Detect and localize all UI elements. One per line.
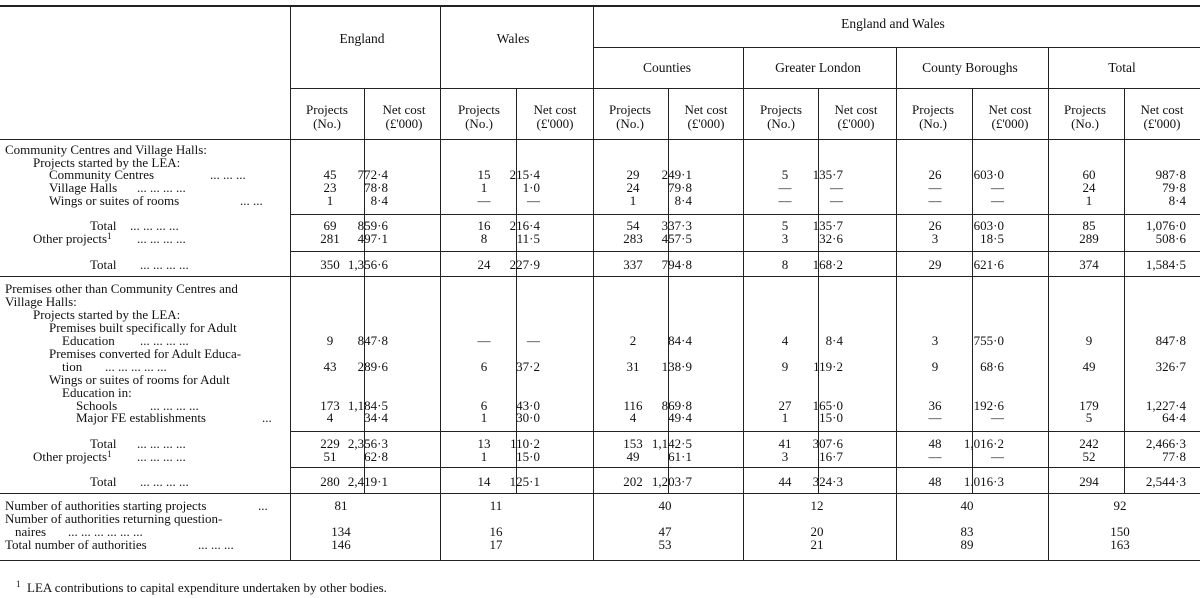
authorities-total-value: 163 [1110,537,1130,552]
grand-total-row-label: Total [90,474,117,489]
row-net-cost: 289·6 [357,359,388,374]
authorities-starting-value: 11 [489,498,503,513]
grand-total-row-projects: 294 [1079,474,1099,489]
col-header-net-cost-unit: (£'000) [991,116,1029,131]
row-leader-dots: ... ... [240,193,263,208]
row-projects: 49 [1082,359,1096,374]
row-net-cost: 1,227·4 [1145,398,1186,413]
rule-line [0,560,1200,561]
section-title: Community Centres and Village Halls: [5,142,207,157]
row-net-cost: 215·4 [509,167,540,182]
row-net-cost: 64·4 [1162,410,1186,425]
authorities-starting-value: 40 [658,498,672,513]
subsection-title: Projects started by the LEA: [33,155,181,170]
row-net-cost: 8·4 [674,193,692,208]
authorities-starting-value: 92 [1113,498,1127,513]
col-header-net-cost: Net cost [382,102,426,117]
row-projects: 24 [626,180,640,195]
row-projects: — [778,180,792,195]
section-title: Premises other than Community Centres and [5,281,238,296]
grand-total-row-projects: 202 [623,474,643,489]
authorities-returning-value: 47 [658,524,672,539]
row-leader-dots: ... ... ... ... ... [105,359,167,374]
grand-total-row-projects: 48 [928,474,942,489]
grand-total-row-projects: 337 [623,257,643,272]
footnote: LEA contributions to capital expenditure undertaken by other bodies. [27,580,387,595]
header-group: Total [1108,60,1136,75]
column-divider [593,5,594,560]
row-net-cost: 8·4 [1168,193,1186,208]
row-net-cost: 987·8 [1155,167,1186,182]
row-projects: 2 [629,333,637,348]
row-projects: 3 [931,333,939,348]
row-net-cost: 37·2 [516,359,540,374]
authorities-returning-label: Number of authorities returning question- [5,511,223,526]
row-projects: 1 [480,410,488,425]
col-header-net-cost: Net cost [834,102,878,117]
authorities-starting-value: 40 [960,498,974,513]
grand-total-row-net-cost: 227·9 [509,257,540,272]
header-wales: Wales [496,31,530,46]
rule-line [0,5,1200,7]
row-projects: 36 [928,398,942,413]
row-net-cost: 79·8 [668,180,692,195]
column-divider [743,47,744,560]
other-projects-row-projects: 1 [480,449,488,464]
other-projects-row-projects: 3 [931,231,939,246]
row-net-cost: 603·0 [973,167,1004,182]
row-label: Major FE establishments [76,410,206,425]
col-header-projects-unit: (No.) [919,116,947,131]
row-net-cost: 326·7 [1155,359,1186,374]
grand-total-row-net-cost: 1.016·3 [963,474,1004,489]
row-projects: 4 [326,410,334,425]
row-projects: — [477,193,491,208]
row-leader-dots: ... ... ... ... [140,333,189,348]
col-header-net-cost: Net cost [988,102,1032,117]
total-row-projects: 16 [477,218,491,233]
column-divider [364,88,365,493]
row-label: Education in: [62,385,132,400]
total-row-projects: 54 [626,218,640,233]
total-row-projects: 69 [323,218,337,233]
row-label: tion [62,359,83,374]
column-divider [896,47,897,560]
row-net-cost: 78·8 [364,180,388,195]
total-row-net-cost: 1,076·0 [1145,218,1186,233]
row-leader-dots: ... ... ... ... [150,398,199,413]
total-row-net-cost: 307·6 [812,436,843,451]
row-projects: 1 [326,193,334,208]
row-net-cost: 68·6 [980,359,1004,374]
row-net-cost: — [527,193,540,208]
footnote-marker: 1 [107,449,112,459]
row-projects: 4 [629,410,637,425]
authorities-returning-value: 20 [810,524,824,539]
row-projects: 6 [480,359,488,374]
col-header-projects-unit: (No.) [616,116,644,131]
grand-total-row-projects: 280 [320,474,340,489]
row-net-cost: 49·4 [668,410,692,425]
row-projects: 116 [623,398,643,413]
row-projects: 6 [480,398,488,413]
row-label: Wings or suites of rooms for Adult [49,372,230,387]
other-projects-row-label: Other projects$^1$ [33,231,112,246]
column-divider [668,88,669,493]
grand-total-row-net-cost: 2,419·1 [347,474,388,489]
grand-total-row-net-cost: 2,544·3 [1145,474,1186,489]
grand-total-row-leader-dots: ... ... ... ... [140,257,189,272]
other-projects-row-net-cost: 15·0 [516,449,540,464]
col-header-projects: Projects [306,102,348,117]
row-net-cost: 192·6 [973,398,1004,413]
total-row-net-cost: 603·0 [973,218,1004,233]
row-projects: 24 [1082,180,1096,195]
row-projects: 15 [477,167,491,182]
row-projects: 9 [1085,333,1093,348]
row-projects: 27 [778,398,792,413]
rule-line [290,214,1200,215]
row-net-cost: 869·8 [661,398,692,413]
row-projects: — [477,333,491,348]
row-projects: — [928,410,942,425]
row-projects: 9 [931,359,939,374]
row-net-cost: — [830,180,843,195]
row-net-cost: — [527,333,540,348]
authorities-returning-row-leader-dots: ... ... ... ... ... ... [68,524,143,539]
other-projects-row-net-cost: 497·1 [357,231,388,246]
other-projects-row-projects: 281 [320,231,340,246]
row-projects: 5 [1085,410,1093,425]
rule-line [290,467,1200,468]
col-header-net-cost-unit: (£'000) [536,116,574,131]
authorities-total-value: 89 [960,537,974,552]
col-header-net-cost-unit: (£'000) [837,116,875,131]
row-projects: 179 [1079,398,1099,413]
row-projects: — [928,180,942,195]
row-label: Education [62,333,115,348]
column-divider [1048,47,1049,560]
total-row-net-cost: 2,356·3 [347,436,388,451]
authorities-total-row-label: Total number of authorities [5,537,147,552]
other-projects-row-net-cost: 16·7 [819,449,843,464]
total-row-label: Total [90,436,117,451]
section-title-cont: Village Halls: [5,294,77,309]
authorities-starting-row-label: Number of authorities starting projects [5,498,207,513]
other-projects-row-net-cost: 11·5 [516,231,540,246]
total-row-net-cost: 2,466·3 [1145,436,1186,451]
row-net-cost: 772·4 [357,167,388,182]
authorities-returning-value: 83 [960,524,974,539]
authorities-starting-value: 12 [810,498,824,513]
row-projects: 9 [781,359,789,374]
rule-line [290,251,1200,252]
row-net-cost: 138·9 [661,359,692,374]
column-divider [972,88,973,493]
other-projects-row-projects: 51 [323,449,337,464]
col-header-projects-unit: (No.) [313,116,341,131]
row-net-cost: 847·8 [1155,333,1186,348]
total-row-net-cost: 216·4 [509,218,540,233]
row-net-cost: 79·8 [1162,180,1186,195]
total-row-leader-dots: ... ... ... ... [137,436,186,451]
row-net-cost: 755·0 [973,333,1004,348]
row-net-cost: 119·2 [813,359,843,374]
row-leader-dots: ... [262,410,272,425]
header-group: Counties [642,60,692,75]
other-projects-row-net-cost: 18·5 [980,231,1004,246]
other-projects-row-projects: 283 [623,231,643,246]
row-net-cost: 30·0 [516,410,540,425]
total-row-projects: 229 [320,436,340,451]
other-projects-row-net-cost: 62·8 [364,449,388,464]
row-projects: 60 [1082,167,1096,182]
row-net-cost: 249·1 [661,167,692,182]
row-leader-dots: ... ... ... [210,167,246,182]
other-projects-row-projects: 49 [626,449,640,464]
footnote-marker: 1 [16,579,21,589]
col-header-net-cost-unit: (£'000) [687,116,725,131]
row-projects: — [928,193,942,208]
row-net-cost: 1,184·5 [347,398,388,413]
grand-total-row-net-cost: 1,203·7 [651,474,692,489]
col-header-net-cost: Net cost [684,102,728,117]
other-projects-row-net-cost: 32·6 [819,231,843,246]
row-net-cost: 15·0 [819,410,843,425]
row-projects: 9 [326,333,334,348]
col-header-projects-unit: (No.) [767,116,795,131]
col-header-projects: Projects [1064,102,1106,117]
col-header-projects: Projects [458,102,500,117]
grand-total-row-projects: 374 [1079,257,1099,272]
grand-total-row-net-cost: 621·6 [973,257,1004,272]
row-label: Schools [76,398,118,413]
authorities-starting-value: 81 [334,498,348,513]
column-divider [440,5,441,560]
grand-total-row-net-cost: 324·3 [812,474,843,489]
row-net-cost: — [991,193,1004,208]
grand-total-row-net-cost: 1,356·6 [347,257,388,272]
row-net-cost: 8·4 [825,333,843,348]
row-projects: 26 [928,167,942,182]
total-row-net-cost: 110·2 [510,436,540,451]
authorities-starting-row-leader-dots: ... [258,498,268,513]
row-projects: 23 [323,180,337,195]
row-label: Community Centres [49,167,155,182]
total-row-projects: 242 [1079,436,1099,451]
row-projects: 45 [323,167,337,182]
total-row-leader-dots: ... ... ... ... [130,218,179,233]
other-projects-row-net-cost: 77·8 [1162,449,1186,464]
rule-line [0,139,1200,140]
grand-total-row-projects: 8 [781,257,789,272]
other-projects-row-projects: 289 [1079,231,1099,246]
total-row-projects: 85 [1082,218,1096,233]
authorities-total-row-leader-dots: ... ... ... [198,537,234,552]
subsection-title: Projects started by the LEA: [33,307,181,322]
row-net-cost: — [991,180,1004,195]
row-projects: 5 [781,167,789,182]
total-row-projects: 5 [781,218,789,233]
total-row-net-cost: 1,016·2 [963,436,1004,451]
footnote-marker: 1 [107,231,112,241]
grand-total-row-projects: 14 [477,474,491,489]
header-group: Greater London [775,60,861,75]
grand-total-row-net-cost: 1,584·5 [1145,257,1186,272]
total-row-projects: 41 [778,436,792,451]
total-row-projects: 26 [928,218,942,233]
row-net-cost: — [991,410,1004,425]
authorities-returning-row-label: naires [15,524,47,539]
col-header-projects: Projects [609,102,651,117]
column-divider [1124,88,1125,493]
total-row-projects: 48 [928,436,942,451]
row-projects: 43 [323,359,337,374]
row-net-cost: 34·4 [364,410,388,425]
row-net-cost: 135·7 [812,167,843,182]
total-row-net-cost: 1,142·5 [651,436,692,451]
column-divider [290,5,291,560]
col-header-net-cost: Net cost [1140,102,1184,117]
authorities-total-value: 53 [658,537,672,552]
rule-line [0,276,1200,277]
col-header-net-cost-unit: (£'000) [1143,116,1181,131]
row-projects: 1 [781,410,789,425]
col-header-net-cost: Net cost [533,102,577,117]
authorities-returning-value: 150 [1110,524,1130,539]
column-divider [818,88,819,493]
grand-total-row-projects: 44 [778,474,792,489]
other-projects-row-leader-dots: ... ... ... ... [137,231,186,246]
row-net-cost: — [830,193,843,208]
total-row-projects: 153 [623,436,643,451]
other-projects-row-projects: 8 [480,231,488,246]
other-projects-row-net-cost: — [991,449,1004,464]
row-leader-dots: ... ... ... ... [137,180,186,195]
row-net-cost: 43·0 [516,398,540,413]
row-projects: 1 [1085,193,1093,208]
grand-total-row-net-cost: 125·1 [509,474,540,489]
grand-total-row-projects: 350 [320,257,340,272]
row-net-cost: 1·0 [522,180,540,195]
row-projects: 31 [626,359,640,374]
total-row-label: Total [90,218,117,233]
col-header-projects: Projects [912,102,954,117]
authorities-total-value: 17 [489,537,503,552]
row-projects: — [778,193,792,208]
grand-total-row-label: Total [90,257,117,272]
authorities-total-value: 21 [810,537,824,552]
total-row-net-cost: 859·6 [357,218,388,233]
row-projects: 1 [629,193,637,208]
row-projects: 1 [480,180,488,195]
grand-total-row-projects: 29 [928,257,942,272]
rule-line [290,431,1200,432]
grand-total-row-net-cost: 794·8 [661,257,692,272]
other-projects-row-projects: 3 [781,449,789,464]
header-england: England [339,31,385,46]
row-net-cost: 8·4 [370,193,388,208]
other-projects-row-leader-dots: ... ... ... ... [137,449,186,464]
row-net-cost: 84·4 [668,333,692,348]
grand-total-row-projects: 24 [477,257,491,272]
rule-line [290,88,1200,89]
authorities-returning-value: 134 [331,524,351,539]
row-projects: 173 [320,398,340,413]
row-net-cost: 165·0 [812,398,843,413]
rule-line [0,493,1200,494]
authorities-total-value: 146 [331,537,351,552]
grand-total-row-leader-dots: ... ... ... ... [140,474,189,489]
col-header-projects: Projects [760,102,802,117]
row-label: Premises converted for Adult Educa- [49,346,242,361]
total-row-net-cost: 337·3 [661,218,692,233]
other-projects-row-net-cost: 457·5 [661,231,692,246]
row-projects: 4 [781,333,789,348]
row-projects: 29 [626,167,640,182]
header-england-and-wales: England and Wales [841,16,945,31]
authorities-returning-value: 16 [489,524,503,539]
col-header-net-cost-unit: (£'000) [385,116,423,131]
total-row-projects: 13 [477,436,491,451]
other-projects-row-projects: 3 [781,231,789,246]
other-projects-row-projects: — [928,449,942,464]
row-label: Village Halls [49,180,118,195]
row-label: Wings or suites of rooms [49,193,180,208]
header-group: County Boroughs [922,60,1018,75]
column-divider [516,88,517,493]
other-projects-row-net-cost: 61·1 [668,449,692,464]
row-net-cost: 847·8 [357,333,388,348]
col-header-projects-unit: (No.) [465,116,493,131]
total-row-net-cost: 135·7 [812,218,843,233]
row-label: Premises built specifically for Adult [49,320,237,335]
grand-total-row-net-cost: 168·2 [812,257,843,272]
other-projects-row-projects: 52 [1082,449,1096,464]
col-header-projects-unit: (No.) [1071,116,1099,131]
other-projects-row-net-cost: 508·6 [1155,231,1186,246]
other-projects-row-label: Other projects$^1$ [33,449,112,464]
